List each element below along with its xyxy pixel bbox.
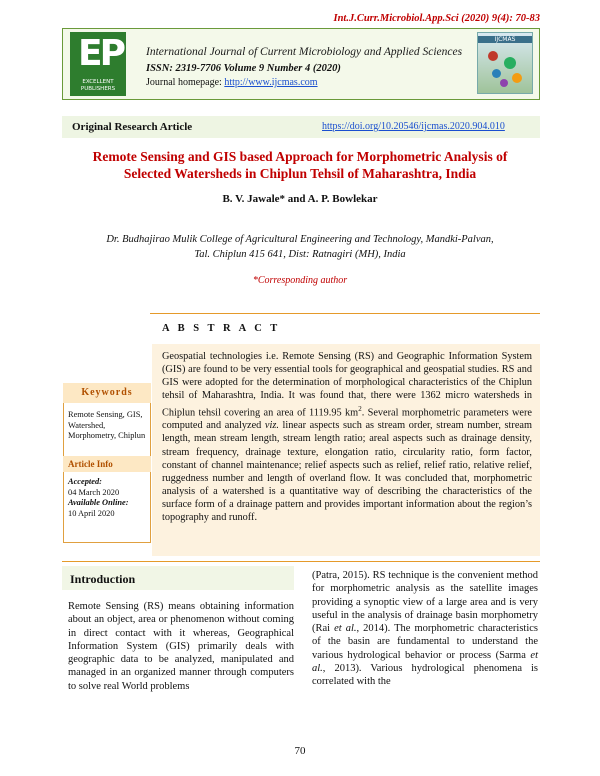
abstract-text-part-2: . Several morphometric parameters were computed and analyzed [162, 407, 532, 432]
journal-cover-text: IJCMAS [478, 36, 532, 43]
running-head: Int.J.Curr.Microbiol.App.Sci (2020) 9(4): 70-83 [333, 13, 540, 24]
abstract-top-rule [150, 313, 540, 314]
abstract-superscript: 2 [358, 404, 362, 413]
journal-cover-logo [477, 32, 533, 94]
right-etal-2: et al. [312, 649, 538, 675]
introduction-heading: Introduction [70, 572, 136, 586]
corresponding-author: *Corresponding author [252, 275, 348, 286]
article-info-heading: Article Info [63, 456, 151, 472]
right-text-part-2: , 2014). The morphometric characteristics of the basin are fundamental to understand the various hydrological behavior or process (Sarma [312, 623, 539, 661]
right-text-part-1: (Patra, 2015). RS technique is the convenient method for morphometric analysis as the satellite images providing a synoptic view of a large area and is very useful in the analysis of drainage basin morphometry (Rai [312, 570, 538, 635]
affiliation-line-2: Tal. Chiplun 415 641, Dist: Ratnagiri (MH), India [194, 249, 406, 260]
homepage-link[interactable]: http://www.ijcmas.com [224, 77, 318, 88]
doi-link[interactable]: https://doi.org/10.20546/ijcmas.2020.904.010 [322, 121, 505, 132]
abstract-text [162, 350, 532, 524]
online-label: Available Online: [68, 498, 129, 508]
publisher-logo-text: EXCELLENT PUBLISHERS [80, 79, 116, 92]
accepted-date: 04 March 2020 [68, 487, 120, 497]
paper-title-line-1: Remote Sensing and GIS based Approach for Morphometric Analysis of [92, 149, 508, 164]
abstract-text-part-3: linear aspects such as stream order, stream number, stream length, mean stream length, stream length ratio; areal aspects such as drainage density, stream frequency, drainage texture, elongation ratio, circularity ratio, form factor, constant of channel maintenance; relief aspects such as relief, relief ratio, relative relief, ruggedness number and length of overland flow. It was concluded that, morphometric analysis of a watershed is a quantitative way of describing the characteristics of the surface form of a drainage pattern and provides important information about the region’s topography and runoff. [162, 420, 532, 524]
publisher-logo-letters: EP [78, 33, 123, 74]
authors: B. V. Jawale* and A. P. Bowlekar [222, 193, 378, 205]
homepage-label: Journal homepage: [146, 77, 225, 88]
article-info [68, 477, 150, 519]
abstract-viz: viz. [264, 420, 279, 432]
affiliation-line-1: Dr. Budhajirao Mulik College of Agricultural Engineering and Technology, Mandki-Palvan, [106, 234, 494, 245]
journal-title: International Journal of Current Microbiology and Applied Sciences [146, 46, 463, 58]
online-date: 10 April 2020 [68, 508, 115, 518]
accepted-label: Accepted: [68, 477, 102, 486]
right-etal-1: et al. [334, 623, 357, 635]
journal-homepage [146, 77, 318, 88]
right-text-part-3: , 2013). Various hydrological phenomena is correlated with the [312, 663, 538, 688]
keywords-list: Remote Sensing, GIS, Watershed, Morphometry, Chiplun [68, 410, 146, 440]
abstract-bottom-rule [62, 561, 540, 562]
abstract-text-part-1: Geospatial technologies i.e. Remote Sensing (RS) and Geographic Information System (GIS) are found to be very essential tools for geographical and geospatial studies. RS and GIS were adopted for the determination of morphological characteristics of the Chiplun tehsil of Maharashtra, India. It was found that, there were 1362 micro watersheds in Chiplun tehsil covering an area of 1119.95 km [162, 351, 532, 419]
issn-line: ISSN: 2319-7706 Volume 9 Number 4 (2020) [146, 63, 341, 74]
article-type: Original Research Article [72, 121, 193, 133]
paper-title-line-2: Selected Watersheds in Chiplun Tehsil of Maharashtra, India [123, 166, 477, 181]
body-right-column [312, 569, 538, 689]
page-number: 70 [294, 745, 306, 757]
paper-title [60, 148, 540, 182]
body-left-column: Remote Sensing (RS) means obtaining information about an object, area or phenomenon without coming in direct contact with it whereas, Geographical Information System (GIS) primarily deals with geographic data to be analyzed, manipulated and managed in an organized manner through computers to solve real World problems [68, 601, 294, 692]
publisher-logo [70, 32, 126, 96]
affiliation [62, 232, 538, 262]
abstract-heading: A B S T R A C T [162, 323, 281, 334]
keywords-heading: Keywords [63, 383, 151, 403]
